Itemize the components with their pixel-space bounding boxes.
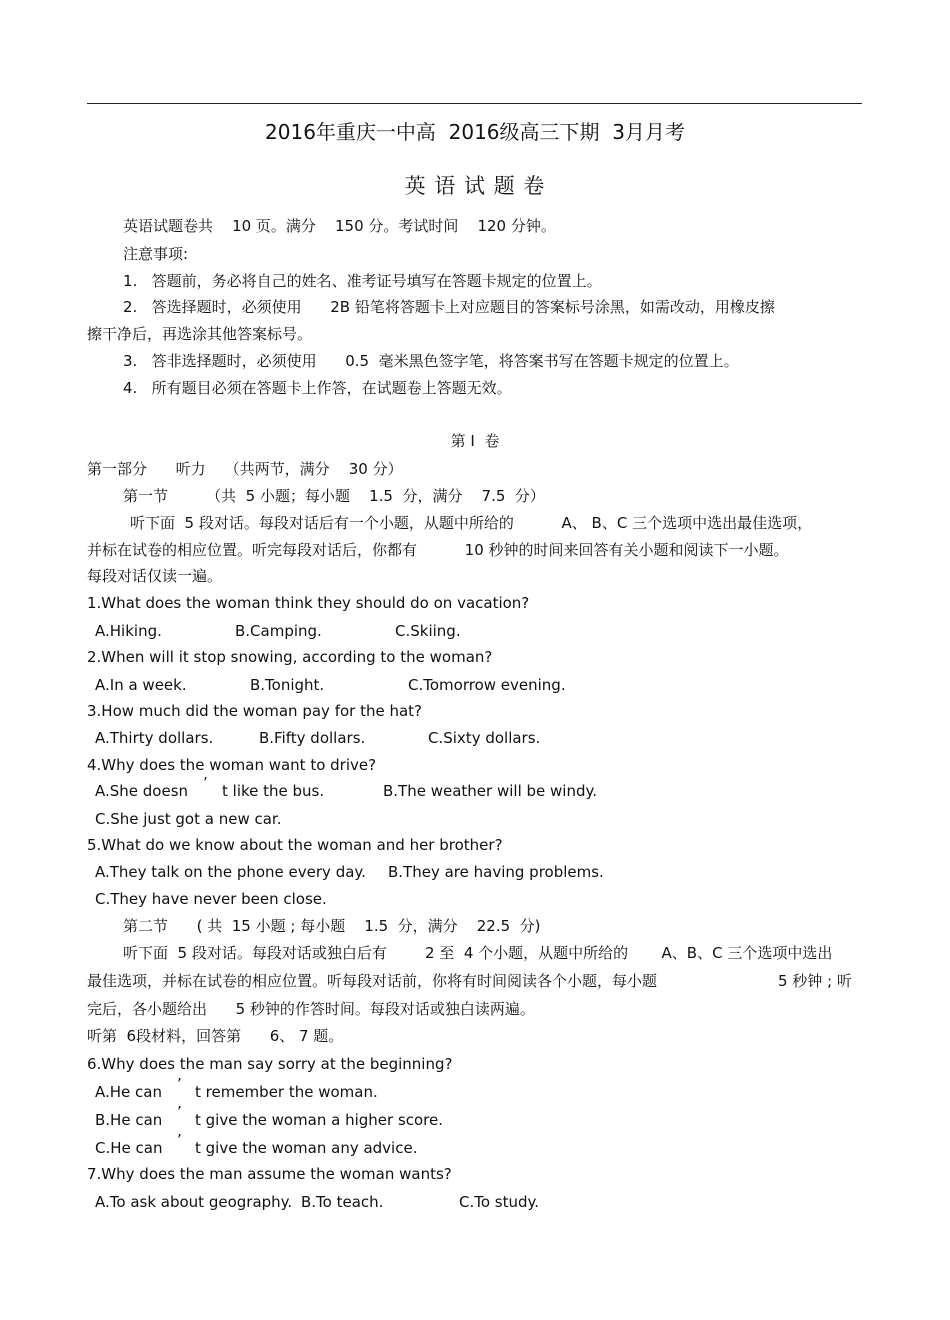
q4-option-a-apostrophe: ’: [203, 774, 208, 792]
q4-option-b: B.The weather will be windy.: [383, 782, 597, 800]
q3-option-b: B.Fifty dollars.: [259, 729, 366, 747]
q3-option-a: A.Thirty dollars.: [95, 729, 214, 747]
section1-instruction-3: 每段对话仅读一遍。: [87, 567, 223, 585]
note-2-continued: 擦干净后，再选涂其他答案标号。: [87, 325, 313, 343]
q6-option-c-apostrophe: ’: [177, 1131, 182, 1149]
notice-heading: 注意事项:: [123, 245, 189, 263]
q5-stem: 5.What do we know about the woman and her brother?: [87, 836, 503, 854]
part1-heading: 第一部分 听力 （共两节，满分 30 分）: [87, 460, 403, 478]
q4-stem: 4.Why does the woman want to drive?: [87, 756, 377, 774]
q5-option-c: C.They have never been close.: [95, 890, 327, 908]
q4-option-a-part1: A.She doesn: [95, 782, 189, 800]
section2-instruction-2: 最佳选项，并标在试卷的相应位置。听每段对话前，你将有时间阅读各个小题，每小题: [87, 972, 658, 990]
section2-heading: 第二节 ( 共 15 小题 ; 每小题 1.5 分，满分 22.5 分): [123, 917, 541, 935]
section1-instruction-1: 听下面 5 段对话。每段对话后有一个小题，从题中所给的 A、 B、C 三个选项中选出最佳选项，: [130, 514, 813, 532]
q6-option-b-apostrophe: ’: [177, 1103, 182, 1121]
q4-option-a-part2: t like the bus.: [222, 782, 325, 800]
q3-option-c: C.Sixty dollars.: [428, 729, 541, 747]
q7-option-a: A.To ask about geography.: [95, 1193, 293, 1211]
q5-option-a: A.They talk on the phone every day.: [95, 863, 366, 881]
q6-option-a-apostrophe: ’: [177, 1075, 182, 1093]
note-2: 2. 答选择题时，必须使用 2B 铅笔将答题卡上对应题目的答案标号涂黑，如需改动，用橡皮擦: [123, 298, 775, 316]
q7-option-b: B.To teach.: [301, 1193, 384, 1211]
q6-option-c-part1: C.He can: [95, 1139, 163, 1157]
note-3: 3. 答非选择题时，必须使用 0.5 毫米黑色签字笔，将答案书写在答题卡规定的位置上。: [123, 352, 739, 370]
q2-option-a: A.In a week.: [95, 676, 187, 694]
q6-stem: 6.Why does the man say sorry at the beginning?: [87, 1055, 453, 1073]
note-1: 1. 答题前，务必将自己的姓名、准考证号填写在答题卡规定的位置上。: [123, 272, 602, 290]
q3-stem: 3.How much did the woman pay for the hat?: [87, 702, 423, 720]
note-4: 4. 所有题目必须在答题卡上作答，在试题卷上答题无效。: [123, 379, 512, 397]
q2-stem: 2.When will it stop snowing, according to the woman?: [87, 648, 493, 666]
q6-option-b-part1: B.He can: [95, 1111, 163, 1129]
q6-option-b-part2: t give the woman a higher score.: [195, 1111, 444, 1129]
section2-instruction-1: 听下面 5 段对话。每段对话或独白后有 2 至 4 个小题，从题中所给的 A、B、C 三个选项中选出: [123, 944, 833, 962]
q7-stem: 7.Why does the man assume the woman wants?: [87, 1165, 452, 1183]
q7-option-c: C.To study.: [459, 1193, 540, 1211]
q2-option-c: C.Tomorrow evening.: [408, 676, 566, 694]
material-note: 听第 6段材料，回答第 6、 7 题。: [87, 1027, 344, 1045]
exam-subtitle: 英 语 试 题 卷: [404, 174, 546, 198]
section2-instruction-3: 完后，各小题给出 5 秒钟的作答时间。每段对话或独白读两遍。: [87, 1000, 535, 1018]
section1-heading: 第一节 （共 5 小题；每小题 1.5 分，满分 7.5 分）: [123, 487, 545, 505]
q6-option-c-part2: t give the woman any advice.: [195, 1139, 418, 1157]
section2-instruction-2-tail: 5 秒钟 ; 听: [778, 972, 852, 990]
q1-option-c: C.Skiing.: [395, 622, 461, 640]
q5-option-b: B.They are having problems.: [388, 863, 604, 881]
q1-option-a: A.Hiking.: [95, 622, 162, 640]
exam-info: 英语试题卷共 10 页。满分 150 分。考试时间 120 分钟。: [123, 217, 556, 235]
q4-option-c: C.She just got a new car.: [95, 810, 282, 828]
q1-option-b: B.Camping.: [235, 622, 322, 640]
exam-title: 2016年重庆一中高 2016级高三下期 3月月考: [265, 120, 685, 144]
header-rule: [87, 103, 862, 104]
q1-stem: 1.What does the woman think they should do on vacation?: [87, 594, 530, 612]
q2-option-b: B.Tonight.: [250, 676, 325, 694]
q6-option-a-part1: A.He can: [95, 1083, 162, 1101]
volume-label: 第 I 卷: [450, 432, 500, 450]
section1-instruction-2: 并标在试卷的相应位置。听完每段对话后，你都有 10 秒钟的时间来回答有关小题和阅读下一小题。: [87, 541, 789, 559]
q6-option-a-part2: t remember the woman.: [195, 1083, 378, 1101]
